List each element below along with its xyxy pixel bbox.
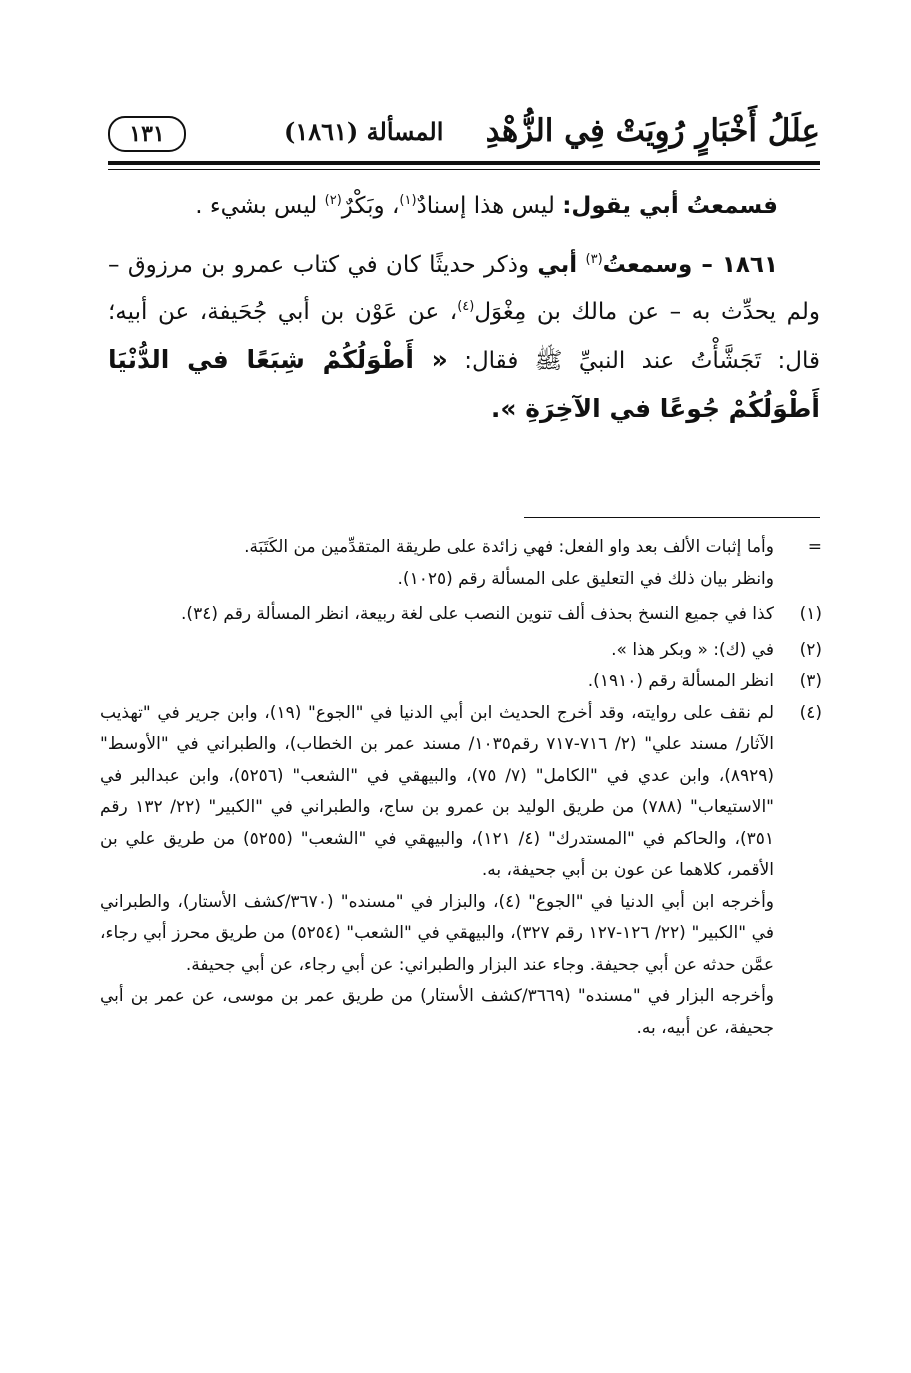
main-text [108, 183, 820, 434]
footnote-line: كذا في جميع النسخ بحذف ألف تنوين النصب على لغة ربيعة، انظر المسألة رقم (٣٤). [181, 604, 774, 624]
footnote-line: في (ك): « وبكر هذا ». [611, 639, 774, 660]
footnote-marker: = [807, 537, 822, 557]
footnote-3 [100, 666, 822, 698]
text-segment: ، وبَكْرٌ [341, 193, 400, 219]
header-rule-thick [108, 161, 820, 165]
header-rule-thin [108, 169, 820, 170]
footnote-separator [524, 517, 820, 518]
page-number-text: ١٣١ [129, 121, 165, 147]
footnote-ref-4[interactable]: (٤) [457, 299, 475, 314]
question-label: المسألة (١٨٦١) [284, 117, 444, 146]
footnote-2 [100, 635, 822, 667]
paragraph-1 [108, 183, 820, 230]
footnote-body [100, 698, 774, 1045]
footnote-body [100, 635, 774, 667]
footnote-line: وأخرجه البزار في "مسنده" (٣٦٦٩/كشف الأستار) من طريق عمر بن موسى، عن عمر بن أبي جحيفة، عن أبيه، به. [100, 986, 774, 1038]
footnotes [100, 532, 822, 1044]
footnote-line: وانظر بيان ذلك في التعليق على المسألة رقم (١٠٢٥). [397, 568, 774, 589]
footnote-marker: (٣) [799, 671, 822, 691]
footnote-marker: (٢) [799, 639, 822, 660]
hadith-text: « أَطْوَلُكُمْ شِبَعًا في الدُّنْيَا أَطْوَلُكُمْ جُوعًا في الآخِرَةِ ». [108, 345, 820, 423]
footnote-body [100, 599, 774, 631]
footnote-body [100, 532, 774, 595]
text-segment: وذكر حديثًا كان في كتاب عمرو بن مرزوق – ولم يحدِّث به – عن مالك بن مِغْوَل [108, 252, 820, 325]
text-segment: ، عن عَوْن بن أبي جُحَيفة، عن أبيه؛ قال: تَجَشَّأْتُ عند النبيِّ ﷺ فقال: [108, 299, 821, 374]
footnote-ref-2[interactable]: (٢) [324, 193, 342, 208]
book-title: عِلَلُ أَخْبَارٍ رُوِيَتْ فِي الزُّهْدِ [485, 113, 820, 149]
abi-word: أبي [537, 252, 578, 278]
footnote-marker: (٤) [799, 702, 822, 723]
footnote-ref-3[interactable]: (٣) [585, 252, 603, 267]
footnote-4 [100, 698, 822, 1045]
footnote-body [100, 666, 774, 698]
footnote-continued [100, 532, 822, 595]
page-number [108, 116, 186, 152]
footnote-1 [100, 599, 822, 631]
footnote-line: انظر المسألة رقم (١٩١٠). [587, 671, 774, 691]
footnote-line: وأخرجه ابن أبي الدنيا في "الجوع" (٤)، والبزار في "مسنده" (٣٦٧٠/كشف الأستار)، والطبراني في "الكبير" (٢٢/ ١٢٦-١٢٧ رقم ٣٢٧)، والبيهقي في "الشعب" (٥٢٥٤) من طريق محرز أبي رجاء، عمَّن حدثه عن أبي جحيفة. وجاء عند البزار والطبراني: عن أبي رجاء، عن أبي جحيفة. [100, 891, 774, 975]
footnote-marker: (١) [799, 604, 822, 624]
footnote-ref-1[interactable]: (١) [399, 193, 417, 208]
speaker-phrase: فسمعتُ أبي يقول: [562, 193, 778, 219]
footnote-line: وأما إثبات الألف بعد واو الفعل: فهي زائدة على طريقة المتقدِّمين من الكَتَبَة. [244, 537, 774, 557]
paragraph-1861 [108, 242, 820, 434]
footnote-line: لم نقف على روايته، وقد أخرج الحديث ابن أبي الدنيا في "الجوع" (١٩)، وابن جرير في "تهذيب الآثار/ مسند علي" (٢/ ٧١٦-٧١٧ رقم١٠٣٥/ مسند عمر بن الخطاب)، والطبراني في "الأوسط" (٨٩٢٩)، وابن عدي في "الكامل" (٧/ ٧٥)، والبيهقي في "الشعب" (٥٢٥٦)، وابن عبدالبر في "الاستيعاب" (٧٨٨) من طريق الوليد بن عمرو بن ساج، والطبراني في "الكبير" (٢٢/ ١٣٢ رقم ٣٥١)، والحاكم في "المستدرك" (٤/ ١٢١)، والبيهقي في "الشعب" (٥٢٥٥) من طريق علي بن الأقمر، كلاهما عن عون بن أبي جحيفة، به. [100, 702, 775, 880]
question-number-heading: ١٨٦١ – وسمعتُ [602, 252, 779, 278]
text-segment: ليس هذا إسنادٌ [416, 193, 555, 219]
running-header [108, 108, 820, 156]
text-segment: ليس بشيء . [195, 193, 318, 219]
